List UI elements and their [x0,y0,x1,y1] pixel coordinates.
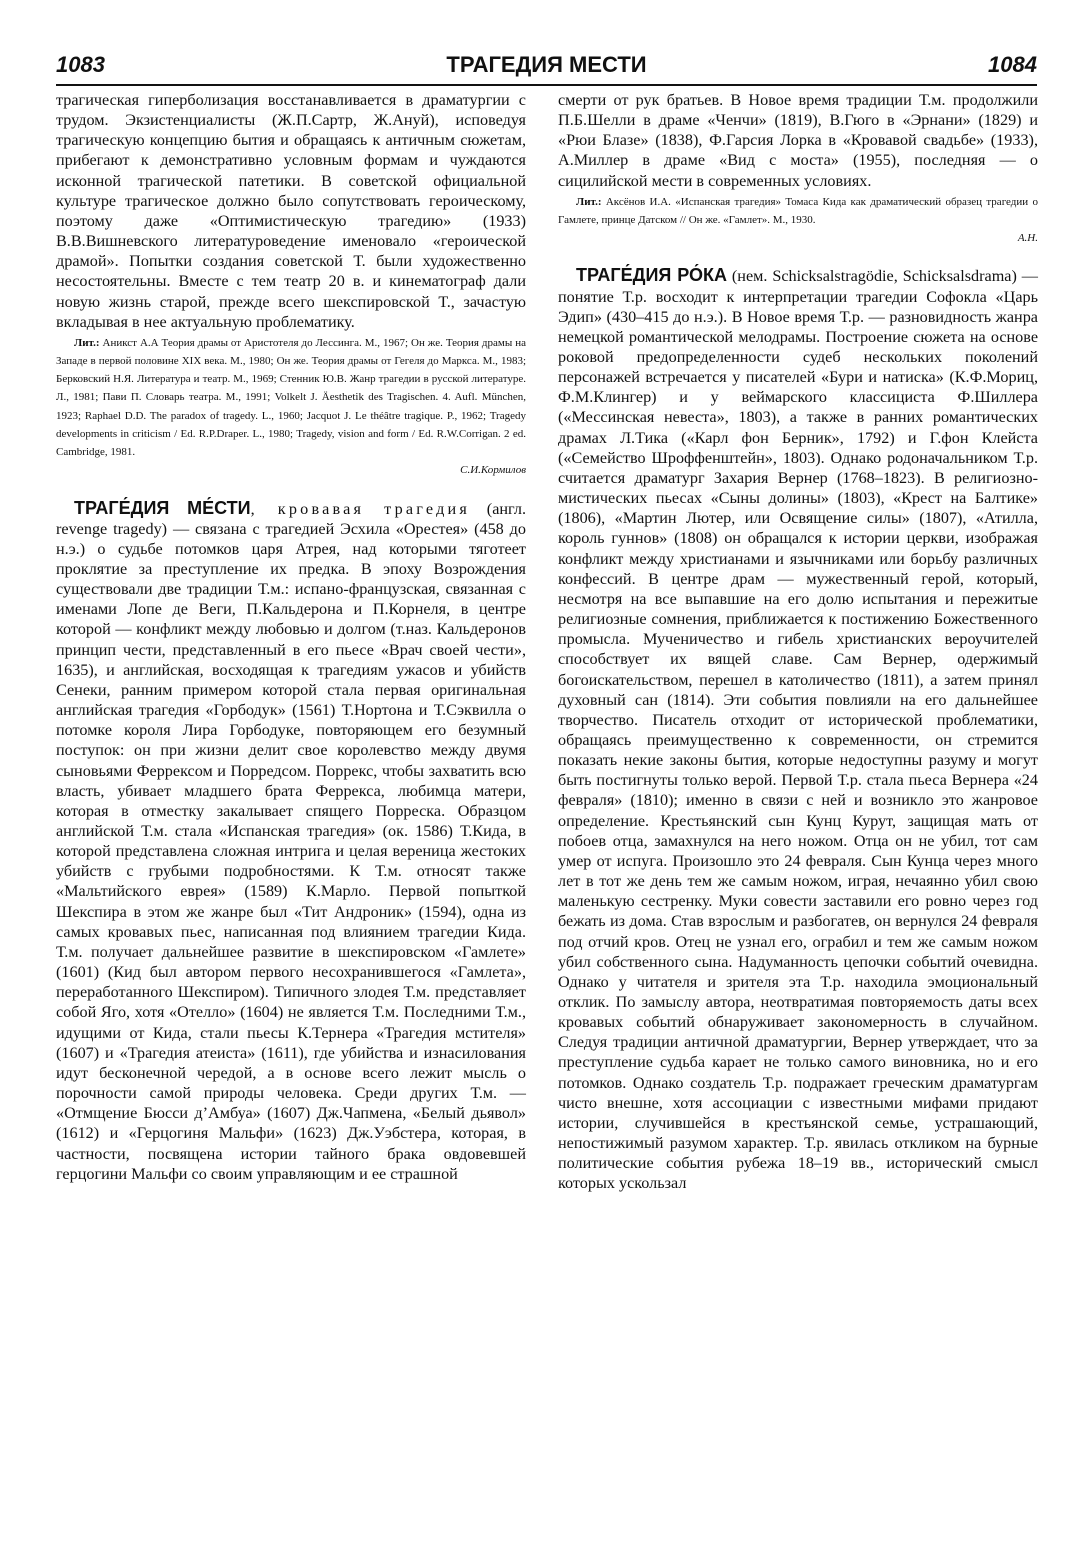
bibliography [558,193,1038,229]
article-revenge-tragedy [56,498,526,1184]
header-rule [56,84,1037,86]
page-number-right: 1084 [988,52,1037,77]
article-fate-tragedy [558,265,1038,1193]
page-number-left: 1083 [56,52,105,77]
continued-article-text: смерти от рук братьев. В Новое время традиции Т.м. продолжили П.Б.Шелли в драме «Ченчи» (1819), В.Гюго в «Эрнани» (1829) и «Рюи Блазе» (1838), Ф.Гарсия Лорка в «Кровавой свадьбе» (1933), А.Миллер в драме «Вид с моста» (1955), последняя — о сицилийской мести в современных условиях. [558,91,1038,190]
bibliography [56,334,526,461]
page-header [56,52,1037,86]
article-headword: ТРАГЕ́ДИЯ МЕ́СТИ [74,497,251,518]
bibliography-text: Аксёнов И.А. «Испанская трагедия» Томаса Кида как драматический образец трагедии о Гамлете, принце Датском // Он же. «Гамлет». М., 1930. [558,195,1038,226]
author-signature: А.Н. [1017,232,1038,245]
article-headword: ТРАГЕ́ДИЯ РО́КА [576,265,727,286]
left-column [56,90,526,1184]
article-text: (англ. revenge tragedy) — связана с трагедией Эсхила «Орестея» (458 до н.э.) о судьбе потомков царя Атрея, над которыми тяготеет проклятие за преступление их предка. В эпоху Возрождения существовали две традиции Т.м.: испано-французская, связанная с именами Лопе де Веги, П.Кальдерона и П.Корнеля, в центре которой — конфликт между любовью и долгом (т.наз. Кальдеронов принцип чести, представленный в его пьесе «Врач своей чести», 1635), и английская, восходящая к трагедиям ужасов и убийств Сенеки, ранним примером которой стала первая оригинальная английская трагедия «Горбодук» (1561) Т.Нортона и Т.Сэквилла о потомке короля Лира Горбодуке, повторяющем его безумный поступок: он при жизни делит свое королевство между двумя сыновьями Феррексом и Порредсом. Поррекс, чтобы захватить всю власть, убивает младшего брата Феррекса, любимца матери, которая в отместку закалывает спящего Порреска. Образцом английской Т.м. стала «Испанская трагедия» (ок. 1586) Т.Кида, в которой представлена сложная интрига и целая вереница жестоких убийств с грубыми подробностями. К Т.м. относят также «Мальтийского еврея» (1589) К.Марло. Первой попыткой Шекспира в этом же жанре был «Тит Андроник» (1594), одна из самых кровавых пьес, написанная под влиянием трагедии Кида. Т.м. получает дальнейшее развитие в шекспировском «Гамлете» (1601) (Кид был автором первого несохранившегося «Гамлета», переработанного Шекспиром). Типичного злодея Т.м. представляет собой Яго, хотя «Отелло» (1604) не является Т.м. Последними Т.м., идущими от Кида, стали пьесы К.Тернера «Трагедия мстителя» (1607) и «Трагедия атеиста» (1611), где убийства и изнасилования идут бесконечной чередой, а в основе всего лежит мысль о порочности самой природы человека. Среди других Т.м. — «Отмщение Бюсси д’Амбуа» (1607) Дж.Чапмена, «Белый дьявол» (1612) и «Герцогиня Мальфи» (1623) Дж.Уэбстера, которая, в частности, посвящена истории тайного брака овдовевшей герцогини Мальфи со своим управляющим и ее страшной [56,499,526,1183]
continued-article-text: трагическая гиперболизация восстанавливается в драматургии с трудом. Экзистенциалисты (Ж.П.Сартр, Ж.Ануй), исповедуя трагическую концепцию бытия и обращаясь к античным сюжетам, прибегают к демонстративно условным формам и чуждаются исконной трагической патетики. В советской официальной культуре трагическое должно было сопутствовать героическому, поэтому даже «Оптимистическую трагедию» (1933) В.В.Вишневского литературоведение именовало «героической драмой». Попытки создания советской Т. были художественно несостоятельны. Вместе с тем театр 20 в. и кинематограф дали новую жизнь старой, прежде всего шекспировской Т., зачастую вкладывая в нее актуальную проблематику. [56,91,526,331]
right-column [558,90,1038,1194]
author-signature: С.И.Кормилов [460,464,526,477]
article-synonym: , кровавая трагедия [250,499,471,518]
bibliography-text: Аникст А.А Теория драмы от Аристотеля до Лессинга. М., 1967; Он же. Теория драмы на Западе в первой половине XIX века. М., 1980; Он же. Теория драмы от Гегеля до Маркса. М., 1983; Берковский Н.Я. Литература и театр. М., 1969; Стенник Ю.В. Жанр трагедии в русской литературе. Л., 1981; Пави П. Словарь театра. М., 1991; Volkelt J. Äesthetik des Tragischen. 4. Aufl. München, 1923; Raphael D.D. The paradox of tragedy. L., 1960; Jacquot J. Le théâtre tragique. P., 1962; Tragedy developments in criticism / Ed. R.P.Draper. L., 1980; Tragedy, vision and form / Ed. R.W.Corrigan. 2 ed. Cambridge, 1981. [56,336,526,459]
bibliography-label: Лит.: [576,195,602,208]
bibliography-label: Лит.: [74,336,100,349]
running-title: ТРАГЕДИЯ МЕСТИ [446,52,647,77]
article-text: (нем. Schicksalstragödie, Schicksalsdrama) — понятие Т.р. восходит к интерпретации трагедии Софокла «Царь Эдип» (430–415 до н.э.). В Новое время Т.р. — разновидность жанра немецкой романтической мелодрамы. Построение сюжета на основе роковой предопределенности судеб нескольких поколений персонажей встречается у писателей «Бури и натиска» (К.Ф.Мориц, Ф.М.Клингер) и у веймарского классициста Ф.Шиллера («Мессинская невеста», 1803), а также в ранних романтических драмах Л.Тика («Карл фон Берник», 1792) и Г.фон Клейста («Семейство Шроффенштейн», 1803). Однако родоначальником Т.р. считается драматург Захария Вернер (1768–1823). В религиозно-мистических пьесах «Сыны долины» (1803), «Крест на Балтике» (1806), «Мартин Лютер, или Освящение силы» (1807), «Атилла, король гуннов» (1808) он обращался к истории церкви, изображая конфликт между христианами и язычниками или борьбу различных конфессий. В центре драм — мужественный герой, который, несмотря на все выпавшие на его долю испытания и пережитые религиозные сомнения, приближается к постижению Божественного промысла. Мученичество и гибель христианских вероучителей способствует их вящей славе. Сам Вернер, одержимый богоискательством, перешел в католичество (1811), а затем принял духовный сан (1814). Эти события повлияли на его дальнейшее творчество. Писатель отходит от исторической проблематики, обращаясь преимущественно к современности, он стремится показать некие законы бытия, которые недоступны разуму и могут быть постигнуты только верой. Первой Т.р. стала пьеса Вернера «24 февраля» (1810); именно в связи с ней и возникло это жанровое определение. Крестьянский сын Кунц Курут, защищая мать от побоев отца, замахнулся на него ножом. Отца он не убил, тот сам умер от испуга. Произошло это 24 февраля. Сын Кунца через много лет в тот же день тем же самым ножом, играя, нечаянно убил свою маленькую сестренку. Муки совести заставили его ровно через год бежать из дома. Став взрослым и разбогатев, он вернулся 24 февраля под отчий кров. Отец не узнал его, ограбил и тем же самым ножом убил собственного сына. Надуманность цепочки событий очевидна. Однако у читателя и зрителя эта Т.р. находила эмоциональный отклик. По замыслу автора, неотвратимая повторяемость даты всех кровавых событий обнаруживает закономерность в случайном. Следуя традиции античной драматургии, Вернер утверждает, что за преступление судьба карает не только самого виновника, но и его потомков. Однако создатель Т.р. подражает греческим драматургам чисто внешне, хотя ассоциации с известными мифами придают истории, случившейся в крестьянской семье, устрашающий, непостижимый разумом характер. Т.р. явилась откликом на бурные политические события рубежа 18–19 вв., исторический смысл которых ускользал [558,267,1038,1193]
